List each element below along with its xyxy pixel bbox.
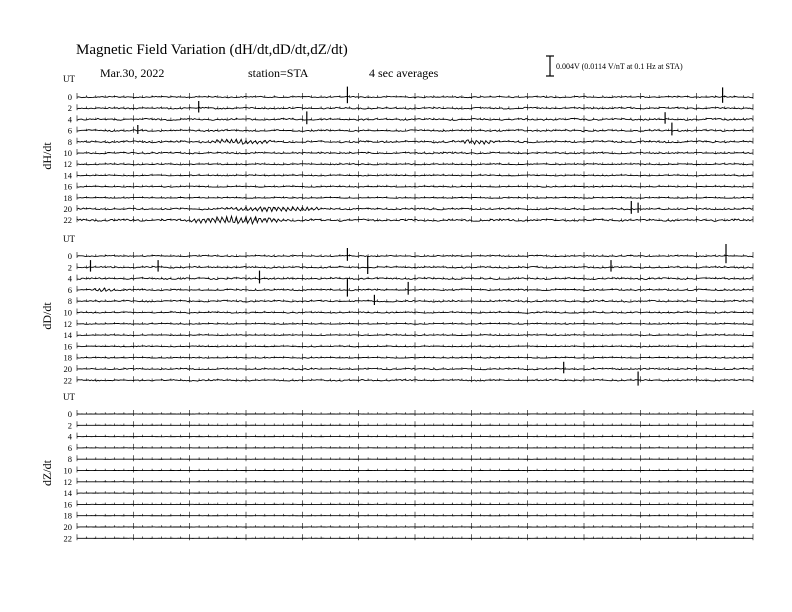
hour-label: 6 [67, 442, 72, 453]
time-ticks [77, 500, 753, 506]
trace-line [77, 335, 753, 336]
averaging-label: 4 sec averages [369, 66, 439, 80]
hour-label: 2 [67, 103, 72, 114]
time-ticks [77, 160, 753, 166]
hour-label: 12 [63, 318, 72, 329]
time-ticks [77, 309, 753, 315]
time-ticks [77, 194, 753, 200]
hour-label: 22 [63, 533, 72, 544]
panels-group [40, 74, 753, 543]
hour-label: 10 [63, 465, 72, 476]
hour-label: 6 [67, 284, 72, 295]
hour-label: 12 [63, 159, 72, 170]
hour-label: 4 [67, 114, 72, 125]
time-ticks [77, 149, 753, 155]
time-ticks [77, 205, 753, 211]
panel-dD-dt [40, 234, 753, 386]
panel-dZ-dt [40, 392, 753, 543]
time-ticks [77, 410, 753, 416]
time-ticks [77, 263, 753, 269]
hour-label: 4 [67, 431, 72, 442]
time-ticks [77, 127, 753, 133]
time-ticks [77, 376, 753, 382]
time-ticks [77, 489, 753, 495]
hour-label: 16 [63, 341, 72, 352]
ut-label: UT [63, 74, 75, 84]
trace-line [77, 346, 753, 347]
hour-label: 18 [63, 192, 72, 203]
hour-label: 22 [63, 215, 72, 226]
hour-label: 20 [63, 204, 72, 214]
time-ticks [77, 523, 753, 529]
hour-label: 2 [67, 420, 72, 431]
y-axis-label: dZ/dt [40, 460, 54, 486]
time-ticks [77, 320, 753, 326]
hour-label: 10 [63, 148, 72, 158]
hour-label: 14 [63, 330, 72, 341]
time-ticks [77, 104, 753, 110]
hour-label: 14 [63, 488, 72, 499]
time-ticks [77, 444, 753, 450]
hour-label: 22 [63, 375, 72, 386]
time-ticks [77, 138, 753, 144]
time-ticks [77, 478, 753, 484]
time-ticks [77, 365, 753, 371]
time-ticks [77, 512, 753, 518]
time-ticks [77, 252, 753, 258]
hour-label: 16 [63, 181, 72, 192]
time-ticks [77, 171, 753, 177]
hour-label: 0 [67, 409, 72, 419]
hour-label: 16 [63, 499, 72, 510]
time-ticks [77, 455, 753, 461]
time-ticks [77, 342, 753, 348]
hour-label: 2 [67, 262, 72, 273]
scale-bar [546, 56, 683, 76]
ut-label: UT [63, 392, 75, 402]
hour-label: 20 [63, 364, 72, 374]
hour-label: 18 [63, 510, 72, 521]
time-ticks [77, 115, 753, 121]
page-title: Magnetic Field Variation (dH/dt,dD/dt,dZ/dt) [76, 42, 348, 58]
time-ticks [77, 433, 753, 439]
trace-line [77, 175, 753, 176]
scale-bar-label: 0.004V (0.0114 V/nT at 0.1 Hz at STA) [556, 62, 683, 71]
hour-label: 10 [63, 307, 72, 318]
hour-label: 8 [67, 136, 72, 147]
hour-label: 20 [63, 522, 72, 532]
hour-label: 4 [67, 273, 72, 284]
hour-label: 0 [67, 251, 72, 261]
hour-label: 8 [67, 454, 72, 465]
hour-label: 0 [67, 92, 72, 102]
hour-label: 8 [67, 296, 72, 307]
time-ticks [77, 354, 753, 360]
hour-label: 12 [63, 476, 72, 487]
time-ticks [77, 421, 753, 427]
ut-label: UT [63, 234, 75, 244]
time-ticks [77, 534, 753, 540]
panel-dH-dt [40, 74, 753, 225]
time-ticks [77, 183, 753, 189]
hour-label: 6 [67, 125, 72, 136]
station-label: station=STA [248, 66, 309, 80]
hour-label: 18 [63, 352, 72, 363]
y-axis-label: dD/dt [40, 302, 54, 330]
date-label: Mar.30, 2022 [100, 66, 165, 80]
hour-label: 14 [63, 170, 72, 181]
time-ticks [77, 93, 753, 99]
time-ticks [77, 331, 753, 337]
y-axis-label: dH/dt [40, 142, 54, 170]
time-ticks [77, 467, 753, 473]
